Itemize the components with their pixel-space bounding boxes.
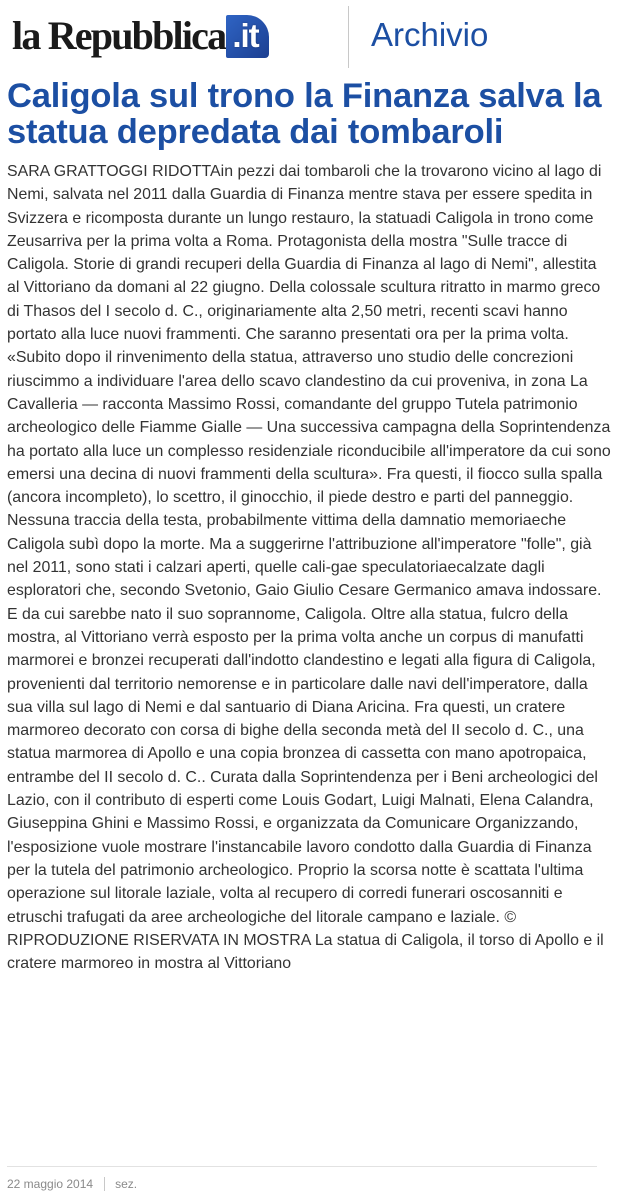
footer-divider [7, 1166, 597, 1167]
masthead [0, 0, 617, 76]
article-meta [7, 1176, 137, 1192]
repubblica-logo[interactable] [12, 6, 269, 66]
article-title: Caligola sul trono la Finanza salva la statua depredata dai tombaroli [7, 77, 602, 151]
logo-wordmark: la Repubblica [12, 13, 226, 58]
meta-separator [104, 1177, 105, 1191]
masthead-divider [348, 6, 349, 68]
section-title[interactable]: Archivio [371, 16, 489, 53]
article-body: SARA GRATTOGGI RIDOTTAin pezzi dai tombaroli che la trovarono vicino al lago di Nemi, salvata nel 2011 dalla Guardia di Finanza mentre stava per essere spedita in Svizzera e ricomposta durante un lungo restauro, la statuadi Caligola in trono come Zeusarriva per la prima volta a Roma. Protagonista della mostra "Sulle tracce di Caligola. Storie di grandi recuperi della Guardia di Finanza al lago di Nemi", allestita al Vittoriano da domani al 22 giugno. Della colossale scultura ritratto in marmo greco di Thasos del I secolo d. C., originariamente alta 2,50 metri, recenti scavi hanno portato alla luce nuovi frammenti. Che saranno presentati ora per la prima volta. «Subito dopo il rinvenimento della statua, attraverso uno studio delle concrezioni riuscimmo a individuare l'area dello scavo clandestino da cui proveniva, in zona La Cavalleria — racconta Massimo Rossi, comandante del gruppo Tutela patrimonio archeologico delle Fiamme Gialle — Una successiva campagna della Soprintendenza ha portato alla luce un complesso residenziale riconducibile all'imperatore da cui sono emersi una decina di nuovi frammenti della scultura». Fra questi, il fiocco sulla spalla (ancora incompleto), lo scettro, il ginocchio, il piede destro e parti del panneggio. Nessuna traccia della testa, probabilmente vittima della damnatio memoriaeche Caligola subì dopo la morte. Ma a suggerirne l'attribuzione all'imperatore "folle", già nel 2011, sono stati i calzari aperti, quelle cali-gae speculatoriaecalzate dagli esploratori che, secondo Svetonio, Gaio Giulio Cesare Germanico amava indossare. E da cui sarebbe nato il suo soprannome, Caligola. Oltre alla statua, fulcro della mostra, al Vittoriano verrà esposto per la prima volta anche un corpus di manufatti marmorei e bronzei recuperati dall'indotto clandestino e legati alla figura di Caligola, provenienti dal territorio nemorense e in particolare dalle navi dell'imperatore, dalla sua villa sul lago di Nemi e dal santuario di Diana Aricina. Fra questi, un cratere marmoreo decorato con corsa di bighe della seconda metà del II secolo d. C., una statua marmorea di Apollo e una copia bronzea di cassetta con mano apotropaica, entrambe del II secolo d. C.. Curata dalla Soprintendenza per i Beni archeologici del Lazio, con il contributo di esperti come Louis Godart, Luigi Malnati, Elena Calandra, Giuseppina Ghini e Massimo Rossi, e organizzata da Comunicare Organizzando, l'esposizione vuole mostrare l'instancabile lavoro condotto dalla Guardia di Finanza per la tutela del patrimonio archeologico. Proprio la scorsa notte è scattata l'ultima operazione sul litorale laziale, volta al recupero di corredi funerari oscosanniti e etruschi trafugati da aree archeologiche del litorale campano e laziale. © RIPRODUZIONE RISERVATA IN MOSTRA La statua di Caligola, il torso di Apollo e il cratere marmoreo in mostra al Vittoriano [7, 163, 611, 973]
publication-date: 22 maggio 2014 [7, 1177, 94, 1191]
section-link[interactable]: sez. [115, 1177, 138, 1191]
logo-domain-badge: .it [226, 15, 268, 58]
